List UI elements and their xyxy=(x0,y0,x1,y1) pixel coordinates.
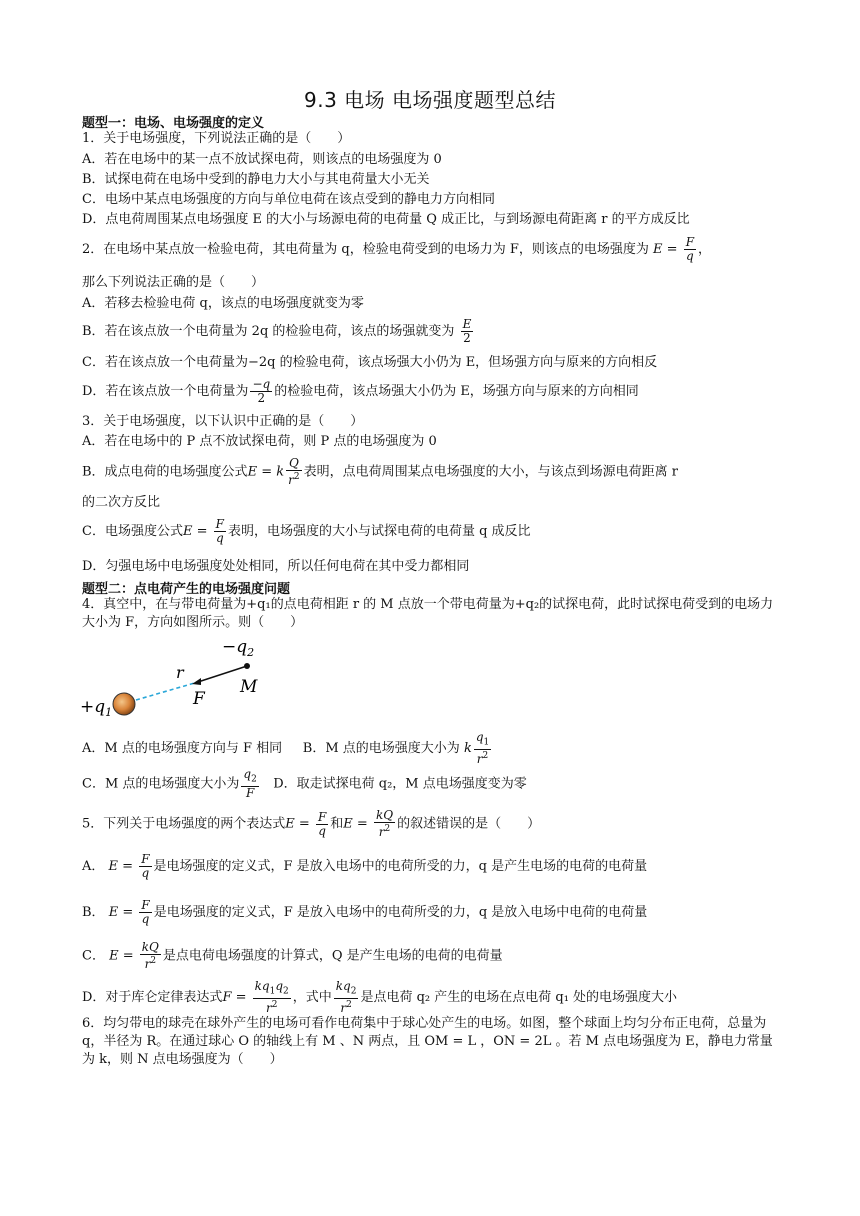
q4-stem: 4．真空中，在与带电荷量为+q₁的点电荷相距 r 的 M 点放一个带电荷量为+q₂的试探电荷，此时试探电荷受到的电场力大小为 F，方向如图所示。则（ ） xyxy=(82,597,774,630)
point-m-dot xyxy=(244,663,250,669)
section-heading-1: 题型一：电场、电场强度的定义 xyxy=(82,116,265,131)
q3-option-b: B．成点电荷的电场强度公式E = k $\frac{Q}{r^2}$ 表明，点电荷周围某点电场强度的大小，与该点到场源电荷距离 r xyxy=(82,456,678,487)
label-r: r xyxy=(176,663,184,682)
q3-option-c: C．电场强度公式E = $\frac{F}{q}$ 表明，电场强度的大小与试探电荷的电荷量 q 成反比 xyxy=(82,517,531,545)
q5-option-d-text-b: ，式中 xyxy=(292,990,332,1006)
q2-stem: 2．在电场中某点放一检验电荷，其电荷量为 q，检验电荷受到的电场力为 F，则该点的电场强度为 E = $\frac{F}{q}$ ， xyxy=(82,235,712,263)
q4-option-a: A．M 点的电场强度方向与 F 相同 xyxy=(82,741,283,757)
q1-option-c: C．电场中某点电场强度的方向与单位电荷在该点受到的静电力方向相同 xyxy=(82,192,495,207)
q1-option-b: B．试探电荷在电场中受到的静电力大小与其电荷量大小无关 xyxy=(82,172,430,187)
formula-kq2-over-r2: $\frac{kq_2}{r^2}$ xyxy=(335,979,357,1016)
q4-option-c: C．M 点的电场强度大小为 xyxy=(82,776,240,792)
q2-option-b xyxy=(82,318,475,345)
formula-f-over-q-4: $\frac{F}{q}$ xyxy=(141,852,150,880)
q2-option-b-text: B．若在该点放一个电荷量为 2q 的检验电荷，该点的场强就变为 xyxy=(82,324,455,339)
q2-stem-cont: 那么下列说法正确的是（ ） xyxy=(82,275,265,290)
formula-e-over-2: $\frac{E}{2}$ xyxy=(462,317,472,345)
q3-option-b-text-b: 表明，点电荷周围某点电场强度的大小，与该点到场源电荷距离 r xyxy=(303,464,678,480)
formula-q-over-r2: $\frac{Q}{r^2}$ xyxy=(288,456,300,487)
formula-f-over-q-5: $\frac{F}{q}$ xyxy=(141,898,150,926)
q1-option-d: D．点电荷周围某点电场强度 E 的大小与场源电荷的电荷量 Q 成正比，与到场源电荷距离 r 的平方成反比 xyxy=(82,212,690,227)
formula-q1-over-r2: $\frac{q_1}{r^2}$ xyxy=(475,730,490,767)
q2-option-a: A．若移去检验电荷 q，该点的电场强度就变为零 xyxy=(82,296,364,311)
point-charge-figure xyxy=(80,636,280,720)
page-title: 9.3 电场 电场强度题型总结 xyxy=(303,88,557,112)
q5-stem-text-a: 5．下列关于电场强度的两个表达式 xyxy=(82,816,286,832)
q2-option-c: C．若在该点放一个电荷量为−2q 的检验电荷，该点场强大小仍为 E，但场强方向与原来的方向相反 xyxy=(82,355,658,370)
q3-option-b-text-a: B．成点电荷的电场强度公式 xyxy=(82,464,248,480)
q2-stem-text: 2．在电场中某点放一检验电荷，其电荷量为 q，检验电荷受到的电场力为 F，则该点的电场强度为 xyxy=(82,242,649,257)
section-heading-2: 题型二：点电荷产生的电场强度问题 xyxy=(82,582,291,597)
q5-option-d: D．对于库仑定律表达式F = $\frac{kq_1q_2}{r^2}$ ，式中 $\frac{kq_2}{r^2}$ 是点电荷 q₂ 产生的电场在点电荷 q₁ 处的电场强度大小 xyxy=(82,979,678,1016)
q5-stem: 5．下列关于电场强度的两个表达式E = $\frac{F}{q}$ 和E = $\frac{kQ}{r^2}$ 的叙述错误的是（ ） xyxy=(82,808,541,839)
q4-option-d: D．取走试探电荷 q₂，M 点电场强度变为零 xyxy=(273,776,527,792)
formula-neg-q-over-2: $\frac{-q}{2}$ xyxy=(252,377,271,405)
formula-q2-over-f: $\frac{q_2}{F}$ xyxy=(243,767,257,801)
q1-stem: 1．关于电场强度，下列说法正确的是（ ） xyxy=(82,131,351,146)
formula-kq-over-r2: $\frac{kQ}{r^2}$ xyxy=(375,808,394,839)
source-charge-ball xyxy=(113,693,135,715)
q3-option-a: A．若在电场中的 P 点不放试探电荷，则 P 点的电场强度为 0 xyxy=(82,434,437,449)
label-q2: $-q_2$ xyxy=(222,637,255,659)
formula-coulomb: $\frac{kq_1q_2}{r^2}$ xyxy=(254,979,289,1016)
q5-option-d-text-a: D．对于库仑定律表达式 xyxy=(82,990,223,1006)
label-q1: $+q_1$ xyxy=(80,697,113,719)
label-m: M xyxy=(240,677,258,697)
distance-line xyxy=(136,682,198,700)
q5-option-c: C． E = $\frac{kQ}{r^2}$ 是点电荷电场强度的计算式，Q 是产生电场的电荷的电荷量 xyxy=(82,940,503,971)
q3-option-c-text-a: C．电场强度公式 xyxy=(82,524,183,539)
formula-f-over-q-3: $\frac{F}{q}$ xyxy=(317,809,327,838)
q5-option-c-text: 是点电荷电场强度的计算式，Q 是产生电场的电荷的电荷量 xyxy=(162,948,503,964)
label-f: F xyxy=(193,689,205,709)
formula-f-over-q: $\frac{F}{q}$ xyxy=(685,235,695,263)
q2-option-d xyxy=(82,378,639,405)
q5-stem-text-b: 和 xyxy=(330,816,344,832)
q5-stem-text-c: 的叙述错误的是（ ） xyxy=(397,816,541,832)
q3-stem: 3．关于电场强度，以下认识中正确的是（ ） xyxy=(82,414,364,429)
q1-option-a: A．若在电场中的某一点不放试探电荷，则该点的电场强度为 0 xyxy=(82,152,442,167)
q5-option-b: B． E = $\frac{F}{q}$ 是电场强度的定义式，F 是放入电场中的电荷所受的力，q 是放入电场中电荷的电荷量 xyxy=(82,898,648,926)
q5-option-d-text-c: 是点电荷 q₂ 产生的电场在点电荷 q₁ 处的电场强度大小 xyxy=(360,990,678,1006)
q4-options-cd xyxy=(82,768,527,800)
q6-stem: 6．均匀带电的球壳在球外产生的电场可看作电荷集中于球心处产生的电场。如图，整个球面上均匀分布正电荷，总量为 q，半径为 R。在通过球心 O 的轴线上有 M 、N 两点，且 OM = L ，ON = 2L 。若 M 点电场强度为 E，静电力常量为 k，则 N 点电场强度为（ ） xyxy=(82,1016,773,1067)
q4-option-b: B．M 点的电场强度大小为 xyxy=(302,741,460,757)
formula-kq-over-r2-2: $\frac{kQ}{r^2}$ xyxy=(141,940,159,971)
formula-f-over-q-2: $\frac{F}{q}$ xyxy=(215,517,224,545)
q3-option-c-text-b: 表明，电场强度的大小与试探电荷的电荷量 q 成反比 xyxy=(227,524,531,539)
q2-option-d-text-b: 的检验电荷，该点场强大小仍为 E，场强方向与原来的方向相同 xyxy=(274,384,639,399)
q2-option-d-text-a: D．若在该点放一个电荷量为 xyxy=(82,384,249,399)
q5-option-a-text: 是电场强度的定义式，F 是放入电场中的电荷所受的力，q 是产生电场的电荷的电荷量 xyxy=(153,859,648,874)
force-arrow-head xyxy=(192,678,201,685)
q3-option-d: D．匀强电场中电场强度处处相同，所以任何电荷在其中受力都相同 xyxy=(82,559,470,574)
q5-option-b-text: 是电场强度的定义式，F 是放入电场中的电荷所受的力，q 是放入电场中电荷的电荷量 xyxy=(153,905,648,920)
q5-option-a: A． E = $\frac{F}{q}$ 是电场强度的定义式，F 是放入电场中的电荷所受的力，q 是产生电场的电荷的电荷量 xyxy=(82,852,648,880)
q4-options-ab: A．M 点的电场强度方向与 F 相同 B．M 点的电场强度大小为 k $\frac{q_1}{r^2}$ xyxy=(82,730,490,767)
q3-option-b-cont: 的二次方反比 xyxy=(82,495,161,510)
